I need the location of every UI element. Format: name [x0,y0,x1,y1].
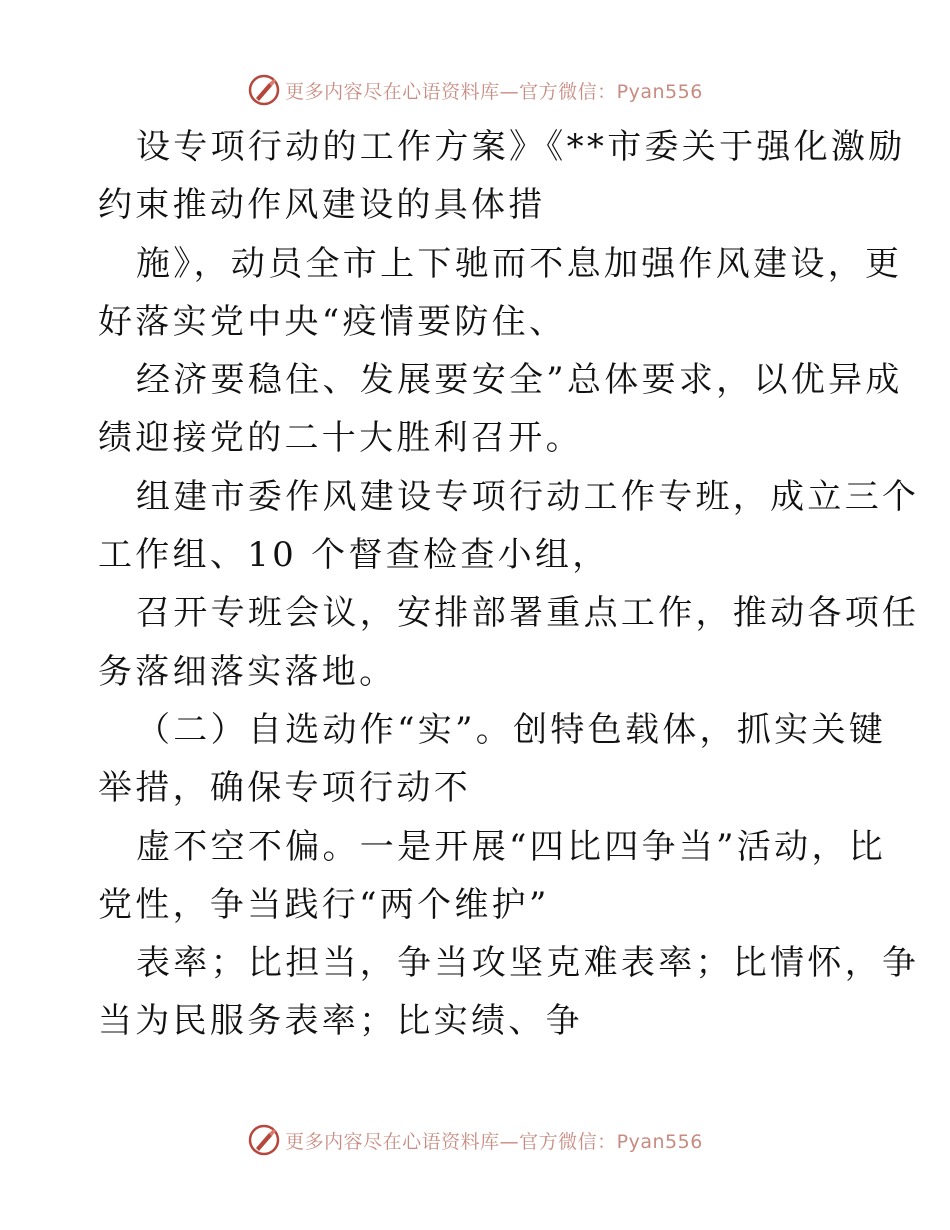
text-line: 当为民服务表率；比实绩、争 [98,1001,583,1042]
text-line: 举措，确保专项行动不 [98,768,471,809]
text-line: 召开专班会议，安排部署重点工作，推动各项任 [136,593,920,634]
text-line: 务落细落实落地。 [98,651,397,692]
text-line: 虚不空不偏。一是开展“四比四争当”活动，比 [136,826,887,867]
document-body [98,118,920,1051]
watermark-text: 更多内容尽在心语资料库—官方微信：Pyan556 [285,1130,703,1153]
header-watermark [0,70,950,110]
text-line: 表率；比担当，争当攻坚克难表率；比情怀，争 [136,943,920,984]
pen-circle-icon [247,73,281,107]
text-line: 绩迎接党的二十大胜利召开。 [98,418,583,459]
text-line: 设专项行动的工作方案》《**市委关于强化激励 [136,127,906,167]
text-line: 党性，争当践行“两个维护” [98,884,550,925]
text-line: 经济要稳住、发展要安全”总体要求，以优异成 [136,360,903,401]
watermark-text: 更多内容尽在心语资料库—官方微信：Pyan556 [285,80,703,103]
text-line: 施》，动员全市上下驰而不息加强作风建设，更 [136,243,903,284]
text-line: 组建市委作风建设专项行动工作专班，成立三个 [136,476,920,517]
text-line: 好落实党中央“疫情要防住、 [98,301,567,342]
text-line: 约束推动作风建设的具体措 [98,185,546,226]
footer-watermark [0,1120,950,1160]
text-line: （二）自选动作“实”。创特色载体，抓实关键 [136,709,887,750]
text-line: 工作组、10 个督查检查小组， [98,535,610,576]
pen-circle-icon [247,1123,281,1157]
